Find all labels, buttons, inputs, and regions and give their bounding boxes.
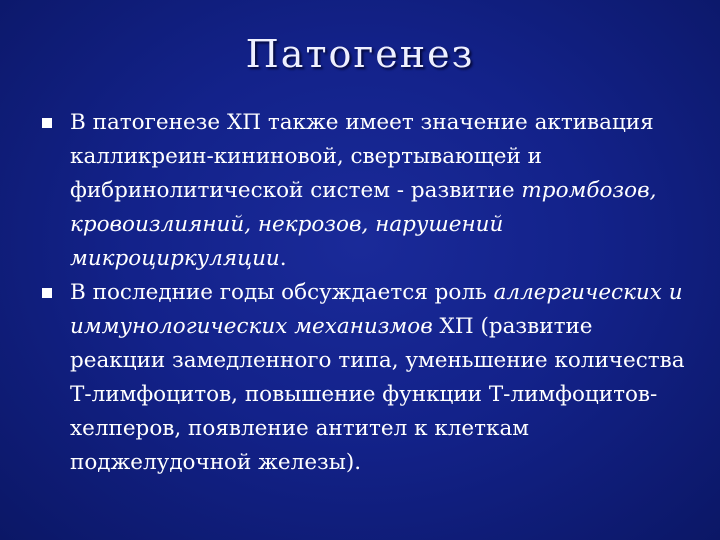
bullet-list [40, 106, 690, 480]
square-bullet-icon [42, 118, 52, 128]
bullet-text: . [279, 246, 287, 271]
bullet-item [40, 106, 690, 276]
slide-title: Патогенез [245, 32, 475, 76]
bullet-text: В патогенезе ХП также имеет значение активация калликреин-кининовой, свертывающей и фибринолитической систем - развитие [70, 110, 654, 203]
bullet-text-italic: аллергических и иммунологических механизмов [70, 280, 683, 339]
bullet-item [40, 276, 690, 480]
bullet-text: В последние годы обсуждается роль [70, 280, 494, 305]
square-bullet-icon [42, 288, 52, 298]
bullet-text: ХП (развитие реакции замедленного типа, уменьшение количества Т-лимфоцитов, повышение функции Т-лимфоцитов-хелперов, появление антител к клеткам поджелудочной железы). [70, 314, 685, 475]
bullet-text-italic: тромбозов, кровоизлияний, некрозов, нарушений микроциркуляции [70, 178, 657, 271]
